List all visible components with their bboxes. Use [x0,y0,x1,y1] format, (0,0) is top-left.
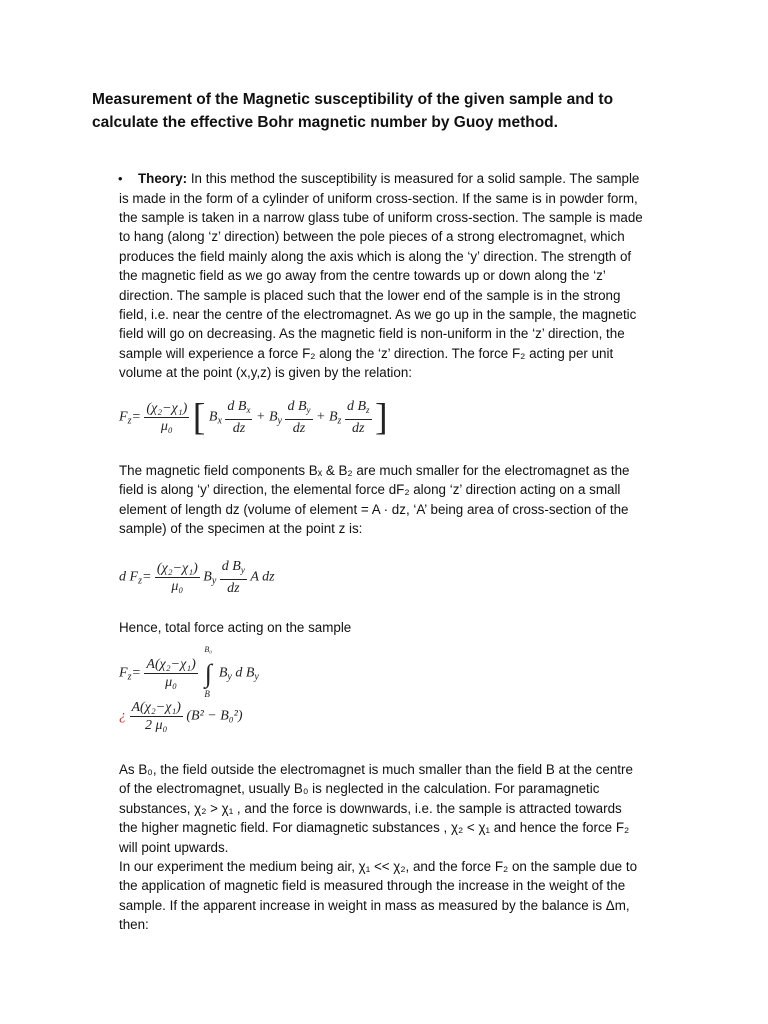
paragraph-line: will point upwards. [119,839,229,855]
paragraph-line: sample. If the apparent increase in weight in mass as measured by the balance is Δm, [119,897,630,913]
explanation-paragraph [119,760,679,935]
theory-label: Theory: [138,171,188,186]
theory-paragraph [119,189,679,383]
fraction: $\frac{d B_y}{dz}$ [221,559,245,596]
fraction: $\frac{\text{(χ₂−χ₁)}}{\text{μ₀}}$ [146,401,188,434]
fraction: $\frac{d B_x}{dz}$ [227,399,251,436]
theory-line: produces the field mainly along the axis which is along the ‘y’ direction. The strength of [119,248,632,264]
equation-total-force-result: ¿ $\frac{\text{A(χ₂−χ₁)}}{\text{2 μ₀}}$ (B² − B₀²) [119,700,243,733]
theory-line: field, i.e. near the centre of the electromagnet. As we go up in the sample, the magnetic [119,306,637,322]
title-line-1: Measurement of the Magnetic susceptibility of the given sample and to [92,91,614,108]
fraction: $\frac{\text{A(χ₂−χ₁)}}{\text{2 μ₀}}$ [131,700,181,733]
equation-elemental-force: d $F_z=$ $\frac{\text{(χ₂−χ₁)}}{\text{μ₀}}$ $B_y$ $\frac{d B_y}{dz}$ A dz [119,559,275,596]
equation-total-force: $F_z=$ $\frac{\text{A(χ₂−χ₁)}}{\text{μ₀}}$ B₀ ∫ B $B_y$ d $B_y$ [119,644,259,699]
theory-line: is made in the form of a cylinder of uniform cross-section. If the same is in powder form, [119,190,638,206]
theory-line: to hang (along ‘z’ direction) between the pole pieces of a strong electromagnet, which [119,229,625,245]
error-marker: ¿ [119,708,126,724]
paragraph-line: In our experiment the medium being air, χ₁ << χ₂, and the force F₂ on the sample due to [119,859,638,875]
field-components-paragraph [119,461,679,539]
paragraph-line: of the electromagnet, usually B₀ is neglected in the calculation. For paramagnetic [119,781,600,797]
paragraph-line: substances, χ₂ > χ₁ , and the force is downwards, i.e. the sample is attracted towards [119,800,622,816]
fraction: $\frac{\text{(χ₂−χ₁)}}{\text{μ₀}}$ [156,561,198,594]
theory-line: the sample is taken in a narrow glass tube of uniform cross-section. The sample is made [119,209,643,225]
theory-line: the magnetic field as we go away from the centre towards up or down along the ‘z’ [119,268,606,284]
bullet-icon: • [118,171,123,186]
paragraph-line: the application of magnetic field is measured through the increase in the weight of the [119,878,626,894]
paragraph-line: then: [119,917,149,933]
fraction: $\frac{d B_z}{dz}$ [346,399,370,436]
equation-force-per-volume: $F_z=$ $\frac{\text{(χ₂−χ₁)}}{\text{μ₀}}$ [ $B_x$ $\frac{d B_x}{dz}$ + $B_y$ $\frac{d B_y}{dz}$ + $B_z$ $\frac{d B_z}{dz}$ ] [119,396,388,439]
theory-line: volume at the point (x,y,z) is given by the relation: [119,365,412,381]
theory-line: sample will experience a force F₂ along the ‘z’ direction. The force F₂ acting per unit [119,345,614,361]
fraction: $\frac{\text{A(χ₂−χ₁)}}{\text{μ₀}}$ [146,657,196,690]
paragraph-line: As B₀, the field outside the electromagnet is much smaller than the field B at the centre [119,762,633,777]
theory-first-line [138,169,698,188]
paragraph-line: the higher magnetic field. For diamagnetic substances , χ₂ < χ₁ and hence the force F₂ [119,820,630,836]
total-force-intro: Hence, total force acting on the sample [119,620,352,635]
paragraph-line: sample) of the specimen at the point z is: [119,521,363,537]
theory-line: direction. The sample is placed such that the lower end of the sample is in the strong [119,287,621,303]
paragraph-line: The magnetic field components Bₓ & B₂ are much smaller for the electromagnet as the [119,463,630,478]
theory-line: field will go on decreasing. As the magnetic field is non-uniform in the ‘z’ direction, the [119,326,625,342]
fraction: $\frac{d B_y}{dz}$ [287,399,311,436]
title-line-2: calculate the effective Bohr magnetic number by Guoy method. [92,114,558,131]
paragraph-line: element of length dz (volume of element = A · dz, ‘A’ being area of cross-section of the [119,501,629,517]
document-title [92,88,692,134]
integral-sign: B₀ ∫ B [204,644,212,699]
paragraph-line: field is along ‘y’ direction, the elemental force dF₂ along ‘z’ direction acting on a small [119,482,621,498]
theory-first-text: In this method the susceptibility is measured for a solid sample. The sample [187,171,640,186]
